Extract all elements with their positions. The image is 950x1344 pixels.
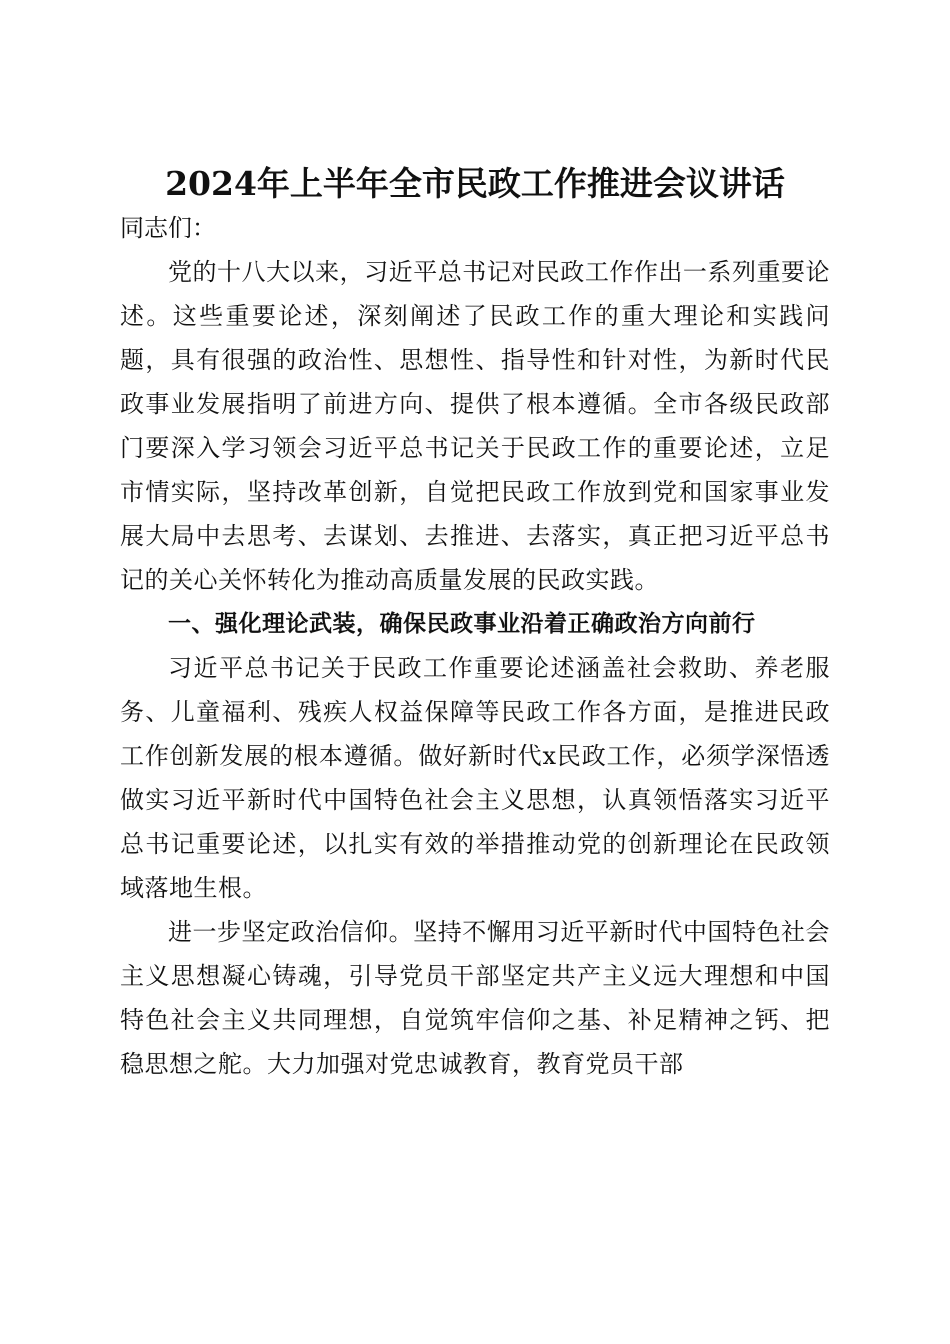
- document-title: 2024年上半年全市民政工作推进会议讲话: [165, 164, 785, 204]
- intro-paragraph: 党的十八大以来，习近平总书记对民政工作作出一系列重要论述。这些重要论述，深刻阐述了民政工作的重大理论和实践问题，具有很强的政治性、思想性、指导性和针对性，为新时代民政事业发展指明了前进方向、提供了根本遵循。全市各级民政部门要深入学习领会习近平总书记关于民政工作的重要论述，立足市情实际，坚持改革创新，自觉把民政工作放到党和国家事业发展大局中去思考、去谋划、去推进、去落实，真正把习近平总书记的关心关怀转化为推动高质量发展的民政实践。: [120, 258, 830, 594]
- salutation: 同志们：: [120, 214, 216, 242]
- section-heading: 一、强化理论武装，确保民政事业沿着正确政治方向前行: [168, 611, 756, 637]
- section-paragraph-2: 进一步坚定政治信仰。坚持不懈用习近平新时代中国特色社会主义思想凝心铸魂，引导党员干部坚定共产主义远大理想和中国特色社会主义共同理想，自觉筑牢信仰之基、补足精神之钙、把稳思想之舵。大力加强对党忠诚教育，教育党员干部: [120, 918, 830, 1078]
- section-paragraph-1: 习近平总书记关于民政工作重要论述涵盖社会救助、养老服务、儿童福利、残疾人权益保障等民政工作各方面，是推进民政工作创新发展的根本遵循。做好新时代x民政工作，必须学深悟透做实习近平新时代中国特色社会主义思想，认真领悟落实习近平总书记重要论述，以扎实有效的举措推动党的创新理论在民政领域落地生根。: [120, 654, 830, 902]
- document-body: [120, 206, 830, 1086]
